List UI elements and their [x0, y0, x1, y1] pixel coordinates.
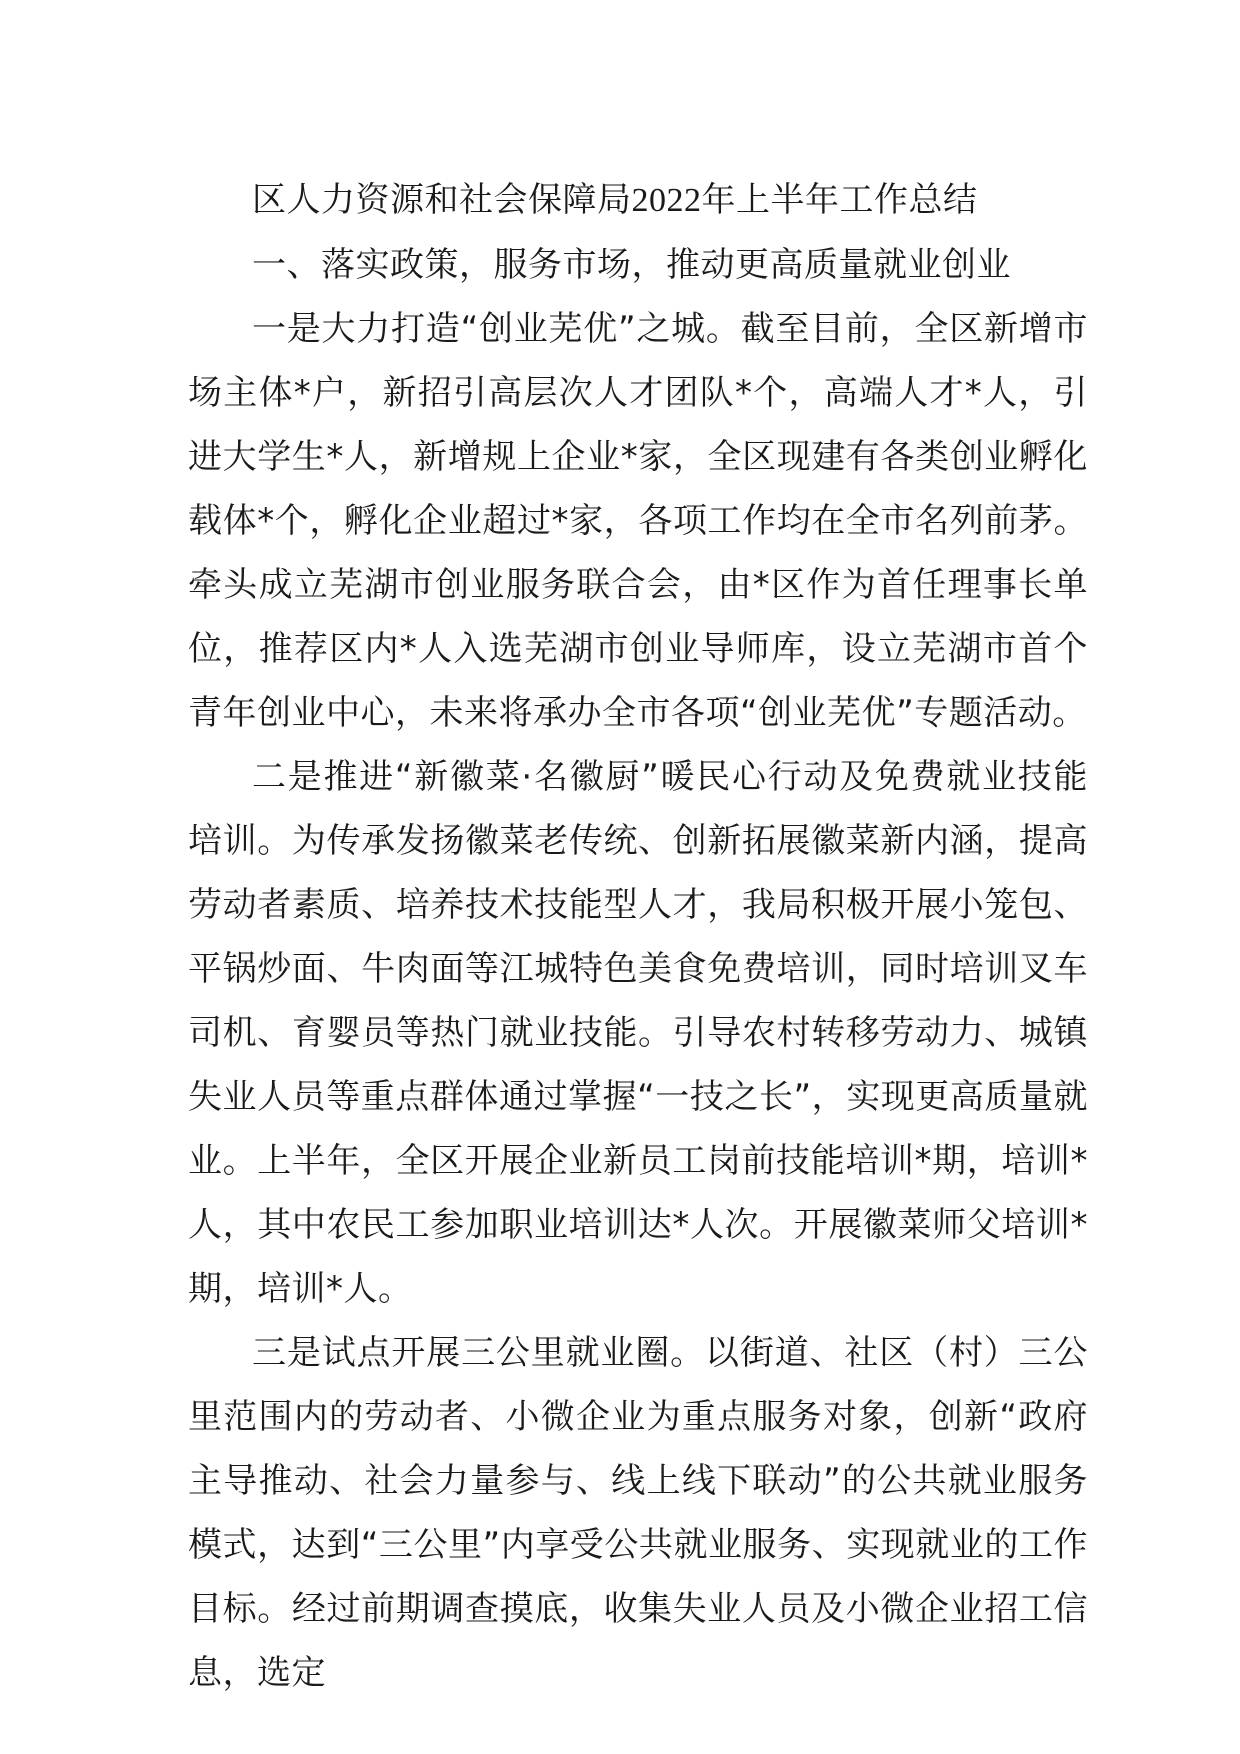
title-suffix: 年上半年工作总结	[701, 180, 978, 220]
paragraph-employment-circle: 三是试点开展三公里就业圈。以街道、社区（村）三公里范围内的劳动者、小微企业为重点服务对象，创新“政府主导推动、社会力量参与、线上线下联动”的公共就业服务模式，达到“三公里”内享受公共就业服务、实现就业的工作目标。经过前期调查摸底，收集失业人员及小微企业招工信息，选定	[188, 1333, 1088, 1693]
paragraph-skills-training: 二是推进“新徽菜·名徽厨”暖民心行动及免费就业技能培训。为传承发扬徽菜老传统、创新拓展徽菜新内涵，提高劳动者素质、培养技术技能型人才，我局积极开展小笼包、平锅炒面、牛肉面等江城特色美食免费培训，同时培训叉车司机、育婴员等热门就业技能。引导农村转移劳动力、城镇失业人员等重点群体通过掌握“一技之长”，实现更高质量就业。上半年，全区开展企业新员工岗前技能培训*期，培训*人，其中农民工参加职业培训达*人次。开展徽菜师父培训*期，培训*人。	[188, 757, 1088, 1309]
paragraph-entrepreneurship: 一是大力打造“创业芜优”之城。截至目前，全区新增市场主体*户，新招引高层次人才团队*个，高端人才*人，引进大学生*人，新增规上企业*家，全区现建有各类创业孵化载体*个，孵化企业超过*家，各项工作均在全市名列前茅。牵头成立芜湖市创业服务联合会，由*区作为首任理事长单位，推荐区内*人入选芜湖市创业导师库，设立芜湖市首个青年创业中心，未来将承办全市各项“创业芜优”专题活动。	[188, 309, 1088, 733]
document-body	[188, 168, 1088, 1705]
title-prefix: 区人力资源和社会保障局	[252, 180, 632, 220]
title-year: 2022	[631, 182, 702, 219]
section-heading: 一、落实政策，服务市场，推动更高质量就业创业	[252, 245, 1011, 285]
document-title	[188, 168, 1088, 233]
